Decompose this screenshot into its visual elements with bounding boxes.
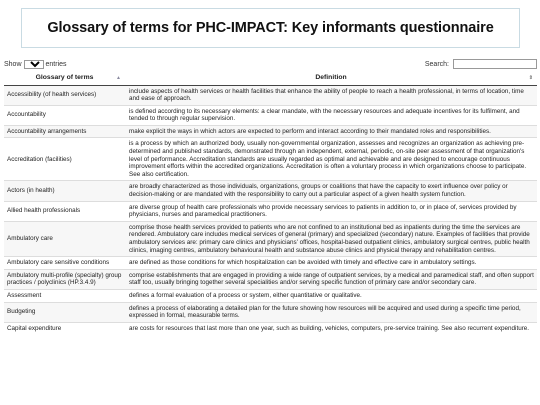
show-label: Show (4, 61, 22, 68)
search-label: Search: (424, 60, 449, 68)
term-cell: Accessibility (of health services) (4, 85, 125, 105)
definition-cell: comprise establishments that are engaged in providing a wide range of outpatient services, by a medical and paramedical staff, and often support staff too, usually bringing together several specialities and/or serving specific function of primary care and/or secondary care. (125, 269, 537, 289)
term-cell: Ambulatory multi-profile (specialty) group practices / polyclinics (HP.3.4.9) (4, 269, 125, 289)
column-header-term-label: Glossary of terms (35, 74, 94, 82)
definition-cell: make explicit the ways in which actors are expected to perform and interact according to their mandated roles and responsibilities. (125, 125, 537, 138)
table-header-row (4, 72, 537, 85)
term-cell: Ambulatory care sensitive conditions (4, 257, 125, 270)
entries-length-control (4, 60, 67, 69)
sort-both-icon: ⇕ (528, 75, 533, 81)
term-cell: Accountability (4, 105, 125, 125)
term-cell: Capital expenditure (4, 322, 125, 334)
definition-cell: defines a formal evaluation of a process or system, either quantitative or qualitative. (125, 289, 537, 302)
term-cell: Actors (in health) (4, 181, 125, 201)
definition-cell: is a process by which an authorized body, usually non-governmental organization, assesses and recognizes an organization as achieving pre-determined and published standards, demonstrated through an independent, external, periodic, on-site peer assessment of that organization's level of performance. Accreditation standards are usually regarded as optimal and achievable and are designed to encourage continuous improvement efforts within the accredited organizations. Accreditation is often a voluntary process in which organizations choose to participate. See also certification. (125, 138, 537, 181)
definition-cell: are broadly characterized as those individuals, organizations, groups or coalitions that have the capacity to exert influence over policy or decision-making or are mandated with the responsibility to carry out a particular aspect of a given health system function. (125, 181, 537, 201)
entries-select[interactable] (24, 60, 44, 69)
table-controls (4, 60, 537, 72)
table-row (4, 289, 537, 302)
page-title: Glossary of terms for PHC-IMPACT: Key informants questionnaire (47, 20, 494, 36)
search-control (425, 59, 537, 69)
table-row (4, 125, 537, 138)
definition-cell: is defined according to its necessary elements: a clear mandate, with the necessary resources and adequate incentives for its fulfilment, and tended to through regular supervision. (125, 105, 537, 125)
term-cell: Accreditation (facilities) (4, 138, 125, 181)
glossary-table (4, 72, 537, 334)
definition-cell: defines a process of elaborating a detailed plan for the future showing how resources will be acquired and used during a specific time period, expressed in formal, measurable terms. (125, 302, 537, 322)
term-cell: Assessment (4, 289, 125, 302)
table-row (4, 181, 537, 201)
table-row (4, 257, 537, 270)
sort-asc-icon: ▲ (116, 75, 121, 81)
table-row (4, 302, 537, 322)
definition-cell: are defined as those conditions for which hospitalization can be avoided with timely and effective care in ambulatory settings. (125, 257, 537, 270)
table-row (4, 322, 537, 334)
column-header-definition-label: Definition (315, 74, 347, 82)
term-cell: Allied health professionals (4, 201, 125, 221)
definition-cell: include aspects of health services or health facilities that enhance the ability of people to reach a health professional, in terms of location, time and ease of approach. (125, 85, 537, 105)
title-panel (21, 8, 520, 48)
table-row (4, 221, 537, 256)
column-header-term[interactable] (4, 72, 125, 85)
entries-label: entries (45, 61, 67, 68)
term-cell: Accountability arrangements (4, 125, 125, 138)
table-row (4, 138, 537, 181)
search-input[interactable] (453, 59, 537, 69)
term-cell: Ambulatory care (4, 221, 125, 256)
definition-cell: are costs for resources that last more than one year, such as building, vehicles, computers, pre-service training. See also recurrent expenditure. (125, 322, 537, 334)
table-row (4, 105, 537, 125)
table-row (4, 269, 537, 289)
column-header-definition[interactable] (125, 72, 537, 85)
definition-cell: are diverse group of health care professionals who provide necessary services to patients in addition to, or in place of, services provided by physicians, nurses and paramedical practitioners. (125, 201, 537, 221)
term-cell: Budgeting (4, 302, 125, 322)
table-row (4, 201, 537, 221)
table-row (4, 85, 537, 105)
definition-cell: comprise those health services provided to patients who are not confined to an institutional bed as inpatients during the time the services are rendered. Ambulatory care includes medical services of general (primary) and specialized (secondary) nature. Examples of facilities that provide ambulatory services are: primary care clinics and physicians' offices, hospital-based outpatient clinics, ambulatory surgical centres, public health clinics, imaging centres, ambulatory behavioural health and substance abuse clinics and physical therapy and rehabilitation centres. (125, 221, 537, 256)
